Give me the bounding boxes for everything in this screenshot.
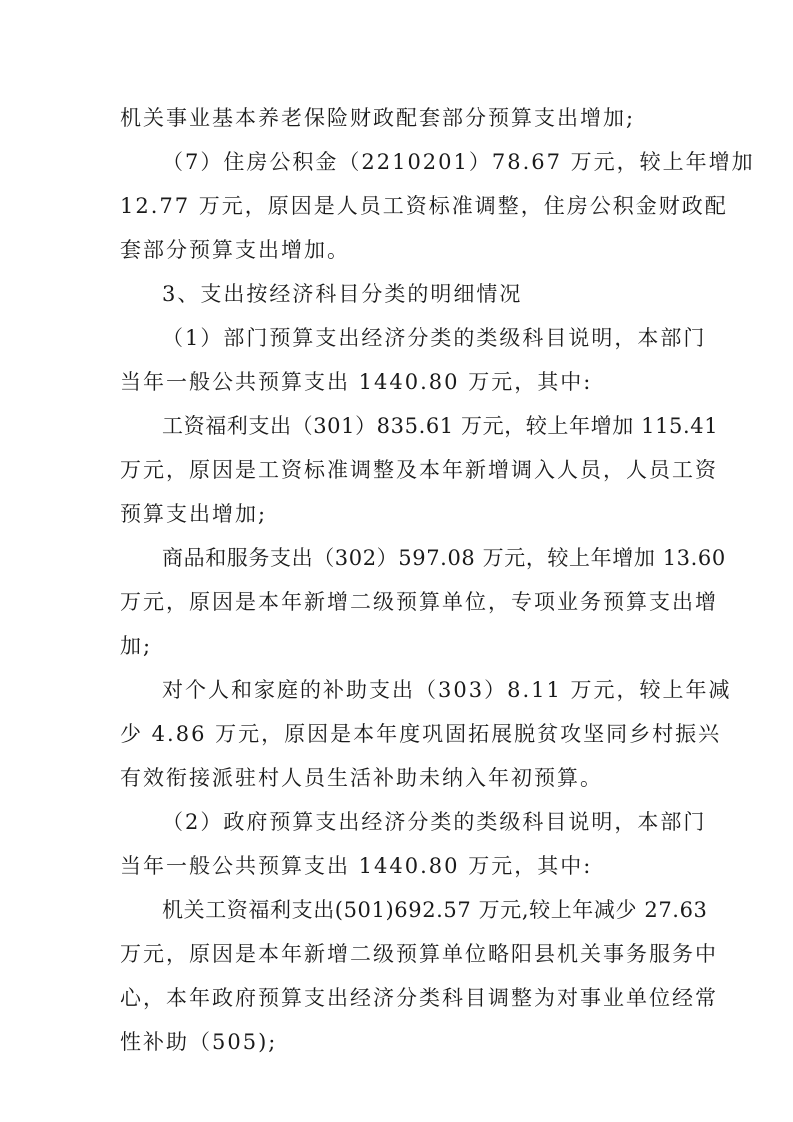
text-line: 预算支出增加; <box>120 502 268 526</box>
text-line: 万元，原因是本年新增二级预算单位略阳县机关事务服务中 <box>120 942 718 966</box>
text-line: 加; <box>120 634 153 658</box>
section-heading: 3、支出按经济科目分类的明细情况 <box>162 282 523 306</box>
text-line: 当年一般公共预算支出 1440.80 万元，其中: <box>120 370 593 394</box>
text-line: 少 4.86 万元，原因是本年度巩固拓展脱贫攻坚同乡村振兴 <box>120 722 722 746</box>
text-line: 工资福利支出（301）835.61 万元，较上年增加 115.41 <box>162 414 719 438</box>
text-line: 心，本年政府预算支出经济分类科目调整为对事业单位经常 <box>120 986 718 1010</box>
text-line: 机关工资福利支出(501)692.57 万元,较上年减少 27.63 <box>162 898 708 922</box>
text-line: 当年一般公共预算支出 1440.80 万元，其中: <box>120 854 593 878</box>
text-line: 套部分预算支出增加。 <box>120 238 350 262</box>
text-line: 性补助（505); <box>120 1030 278 1054</box>
text-line: 对个人和家庭的补助支出（303）8.11 万元，较上年减 <box>162 678 732 702</box>
text-line: （7）住房公积金（2210201）78.67 万元，较上年增加 <box>162 150 755 174</box>
text-line: 万元，原因是本年新增二级预算单位，专项业务预算支出增 <box>120 590 718 614</box>
text-line: （1）部门预算支出经济分类的类级科目说明，本部门 <box>162 326 707 350</box>
text-line: 有效衔接派驻村人员生活补助未纳入年初预算。 <box>120 766 603 790</box>
text-line: 万元，原因是工资标准调整及本年新增调入人员，人员工资 <box>120 458 718 482</box>
text-line: 机关事业基本养老保险财政配套部分预算支出增加; <box>120 106 636 130</box>
text-line: 12.77 万元，原因是人员工资标准调整，住房公积金财政配 <box>120 194 728 218</box>
text-line: （2）政府预算支出经济分类的类级科目说明，本部门 <box>162 810 707 834</box>
text-line: 商品和服务支出（302）597.08 万元，较上年增加 13.60 <box>162 546 726 570</box>
